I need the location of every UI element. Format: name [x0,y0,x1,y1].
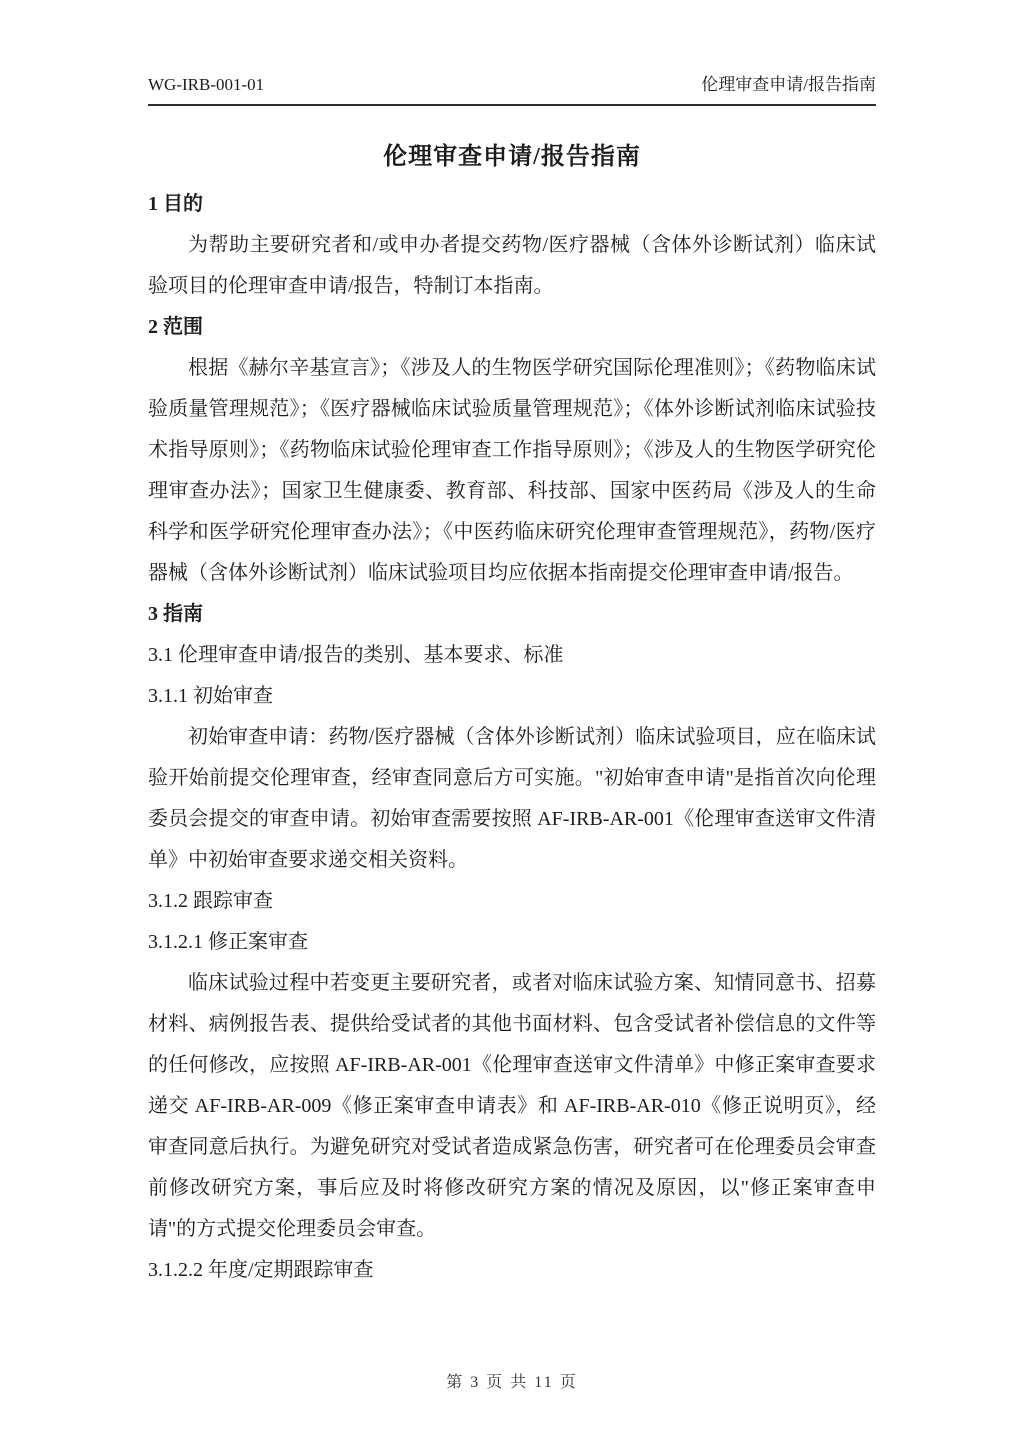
document-body [148,184,876,1291]
page-header [148,70,876,106]
paragraph-amendment-review: 临床试验过程中若变更主要研究者，或者对临床试验方案、知情同意书、招募材料、病例报告表、提供给受试者的其他书面材料、包含受试者补偿信息的文件等的任何修改，应按照 AF-IRB-AR-001《伦理审查送审文件清单》中修正案审查要求递交 AF-IRB-AR-009《修正案审查申请表》和 AF-IRB-AR-010《修正说明页》，经审查同意后执行。为避免研究对受试者造成紧急伤害，研究者可在伦理委员会审查前修改研究方案，事后应及时将修改研究方案的情况及原因，以"修正案审查申请"的方式提交伦理委员会审查。 [148,972,876,1240]
document-title: 伦理审查申请/报告指南 [383,144,641,170]
page-footer [0,1369,1024,1392]
heading-guide: 3 指南 [148,603,203,625]
header-doc-code: WG-IRB-001-01 [148,75,265,94]
paragraph-purpose: 为帮助主要研究者和/或申办者提交药物/医疗器械（含体外诊断试剂）临床试验项目的伦理审查申请/报告，特制订本指南。 [148,234,876,297]
heading-3-1-categories: 3.1 伦理审查申请/报告的类别、基本要求、标准 [148,644,564,666]
heading-purpose: 1 目的 [148,193,203,215]
heading-3-1-2-1-amendment-review: 3.1.2.1 修正案审查 [148,931,308,953]
paragraph-scope: 根据《赫尔辛基宣言》；《涉及人的生物医学研究国际伦理准则》；《药物临床试验质量管理规范》；《医疗器械临床试验质量管理规范》；《体外诊断试剂临床试验技术指导原则》；《药物临床试验伦理审查工作指导原则》；《涉及人的生物医学研究伦理审查办法》；国家卫生健康委、教育部、科技部、国家中医药局《涉及人的生命科学和医学研究伦理审查办法》；《中医药临床研究伦理审查管理规范》，药物/医疗器械（含体外诊断试剂）临床试验项目均应依据本指南提交伦理审查申请/报告。 [148,357,876,584]
paragraph-initial-review: 初始审查申请：药物/医疗器械（含体外诊断试剂）临床试验项目，应在临床试验开始前提交伦理审查，经审查同意后方可实施。"初始审查申请"是指首次向伦理委员会提交的审查申请。初始审查需要按照 AF-IRB-AR-001《伦理审查送审文件清单》中初始审查要求递交相关资料。 [148,726,876,871]
heading-3-1-2-follow-up-review: 3.1.2 跟踪审查 [148,890,273,912]
heading-3-1-1-initial-review: 3.1.1 初始审查 [148,685,273,707]
header-doc-title: 伦理审查申请/报告指南 [701,75,876,94]
heading-scope: 2 范围 [148,316,203,338]
heading-3-1-2-2-annual-review: 3.1.2.2 年度/定期跟踪审查 [148,1259,374,1281]
page-number: 第 3 页 共 11 页 [446,1374,578,1391]
